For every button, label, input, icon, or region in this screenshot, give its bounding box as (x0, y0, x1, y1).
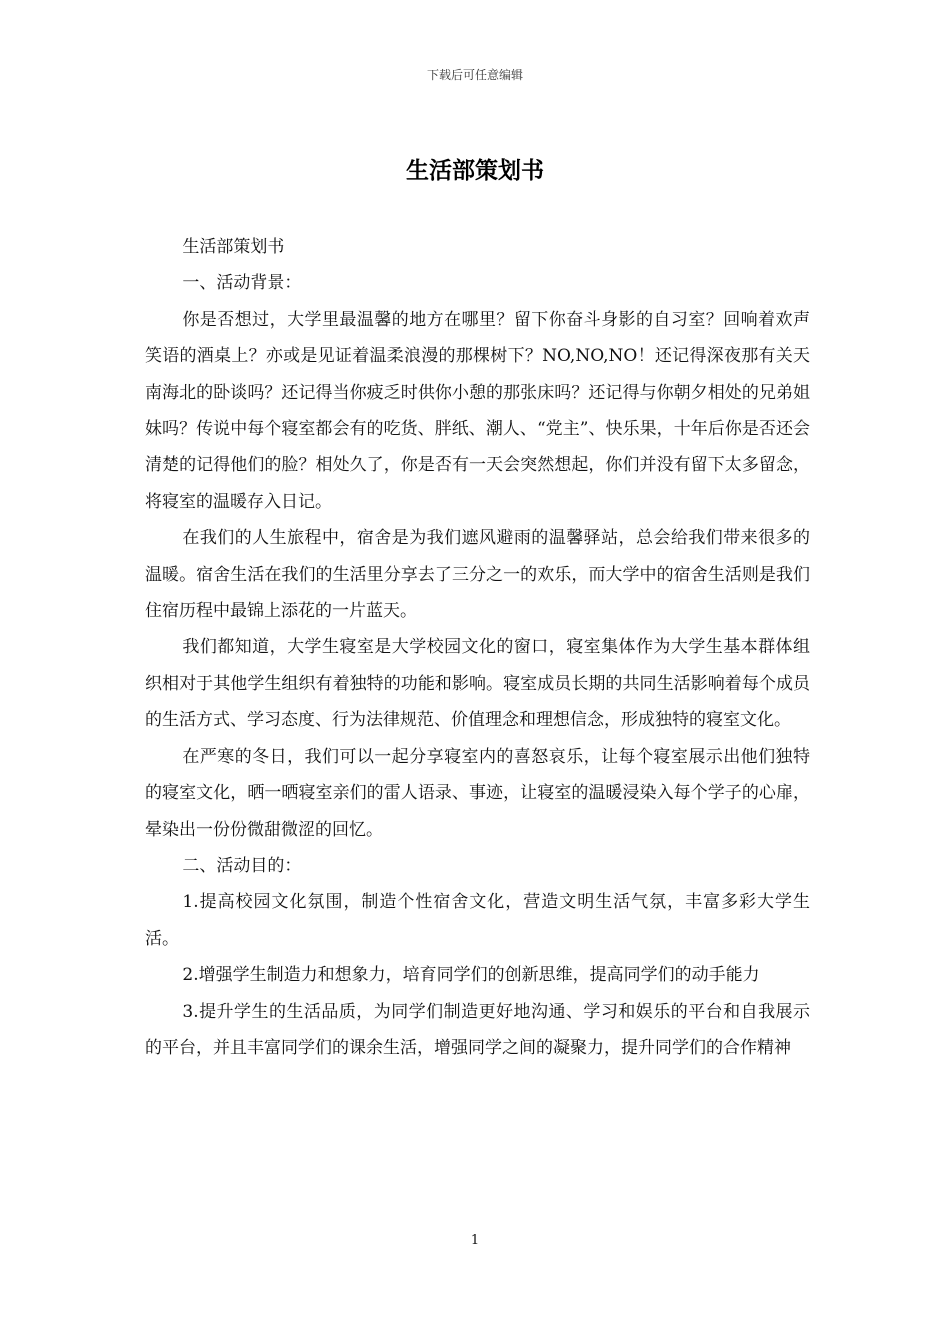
paragraph: 生活部策划书 (182, 237, 285, 257)
list-item: 1.提高校园文化氛围，制造个性宿舍文化，营造文明生活气氛，丰富多彩大学生活。 (145, 892, 810, 949)
paragraph: 在我们的人生旅程中，宿舍是为我们遮风避雨的温馨驿站，总会给我们带来很多的温暖。宿舍生活在我们的生活里分享去了三分之一的欢乐，而大学中的宿舍生活则是我们住宿历程中最锦上添花的一片蓝天。 (145, 528, 810, 622)
paragraph: 你是否想过，大学里最温馨的地方在哪里？留下你奋斗身影的自习室？回响着欢声笑语的酒桌上？亦或是见证着温柔浪漫的那棵树下？NO,NO,NO！还记得深夜那有关天南海北的卧谈吗？还记得当你疲乏时供你小憩的那张床吗？还记得与你朝夕相处的兄弟姐妹吗？传说中每个寝室都会有的吃货、胖纸、潮人、“党主”、快乐果，十年后你是否还会清楚的记得他们的脸？相处久了，你是否有一天会突然想起，你们并没有留下太多留念，将寝室的温暖存入日记。 (145, 309, 810, 512)
list-item: 3.提升学生的生活品质，为同学们制造更好地沟通、学习和娱乐的平台和自我展示的平台，并且丰富同学们的课余生活，增强同学之间的凝聚力，提升同学们的合作精神 (145, 1001, 810, 1058)
document-body (145, 229, 810, 1066)
document-title: 生活部策划书 (406, 157, 544, 184)
header-note: 下载后可任意编辑 (426, 68, 523, 82)
page-number: 1 (470, 1233, 480, 1248)
section-heading: 一、活动背景： (182, 273, 302, 294)
list-item: 2.增强学生制造力和想象力，培育同学们的创新思维，提高同学们的动手能力 (182, 965, 760, 986)
paragraph: 我们都知道，大学生寝室是大学校园文化的窗口，寝室集体作为大学生基本群体组织相对于其他学生组织有着独特的功能和影响。寝室成员长期的共同生活影响着每个成员的生活方式、学习态度、行为法律规范、价值理念和理想信念，形成独特的寝室文化。 (145, 637, 810, 731)
paragraph: 在严寒的冬日，我们可以一起分享寝室内的喜怒哀乐，让每个寝室展示出他们独特的寝室文化，晒一晒寝室亲们的雷人语录、事迹，让寝室的温暖浸染入每个学子的心扉，晕染出一份份微甜微涩的回忆。 (145, 746, 810, 840)
section-heading: 二、活动目的： (182, 855, 302, 876)
